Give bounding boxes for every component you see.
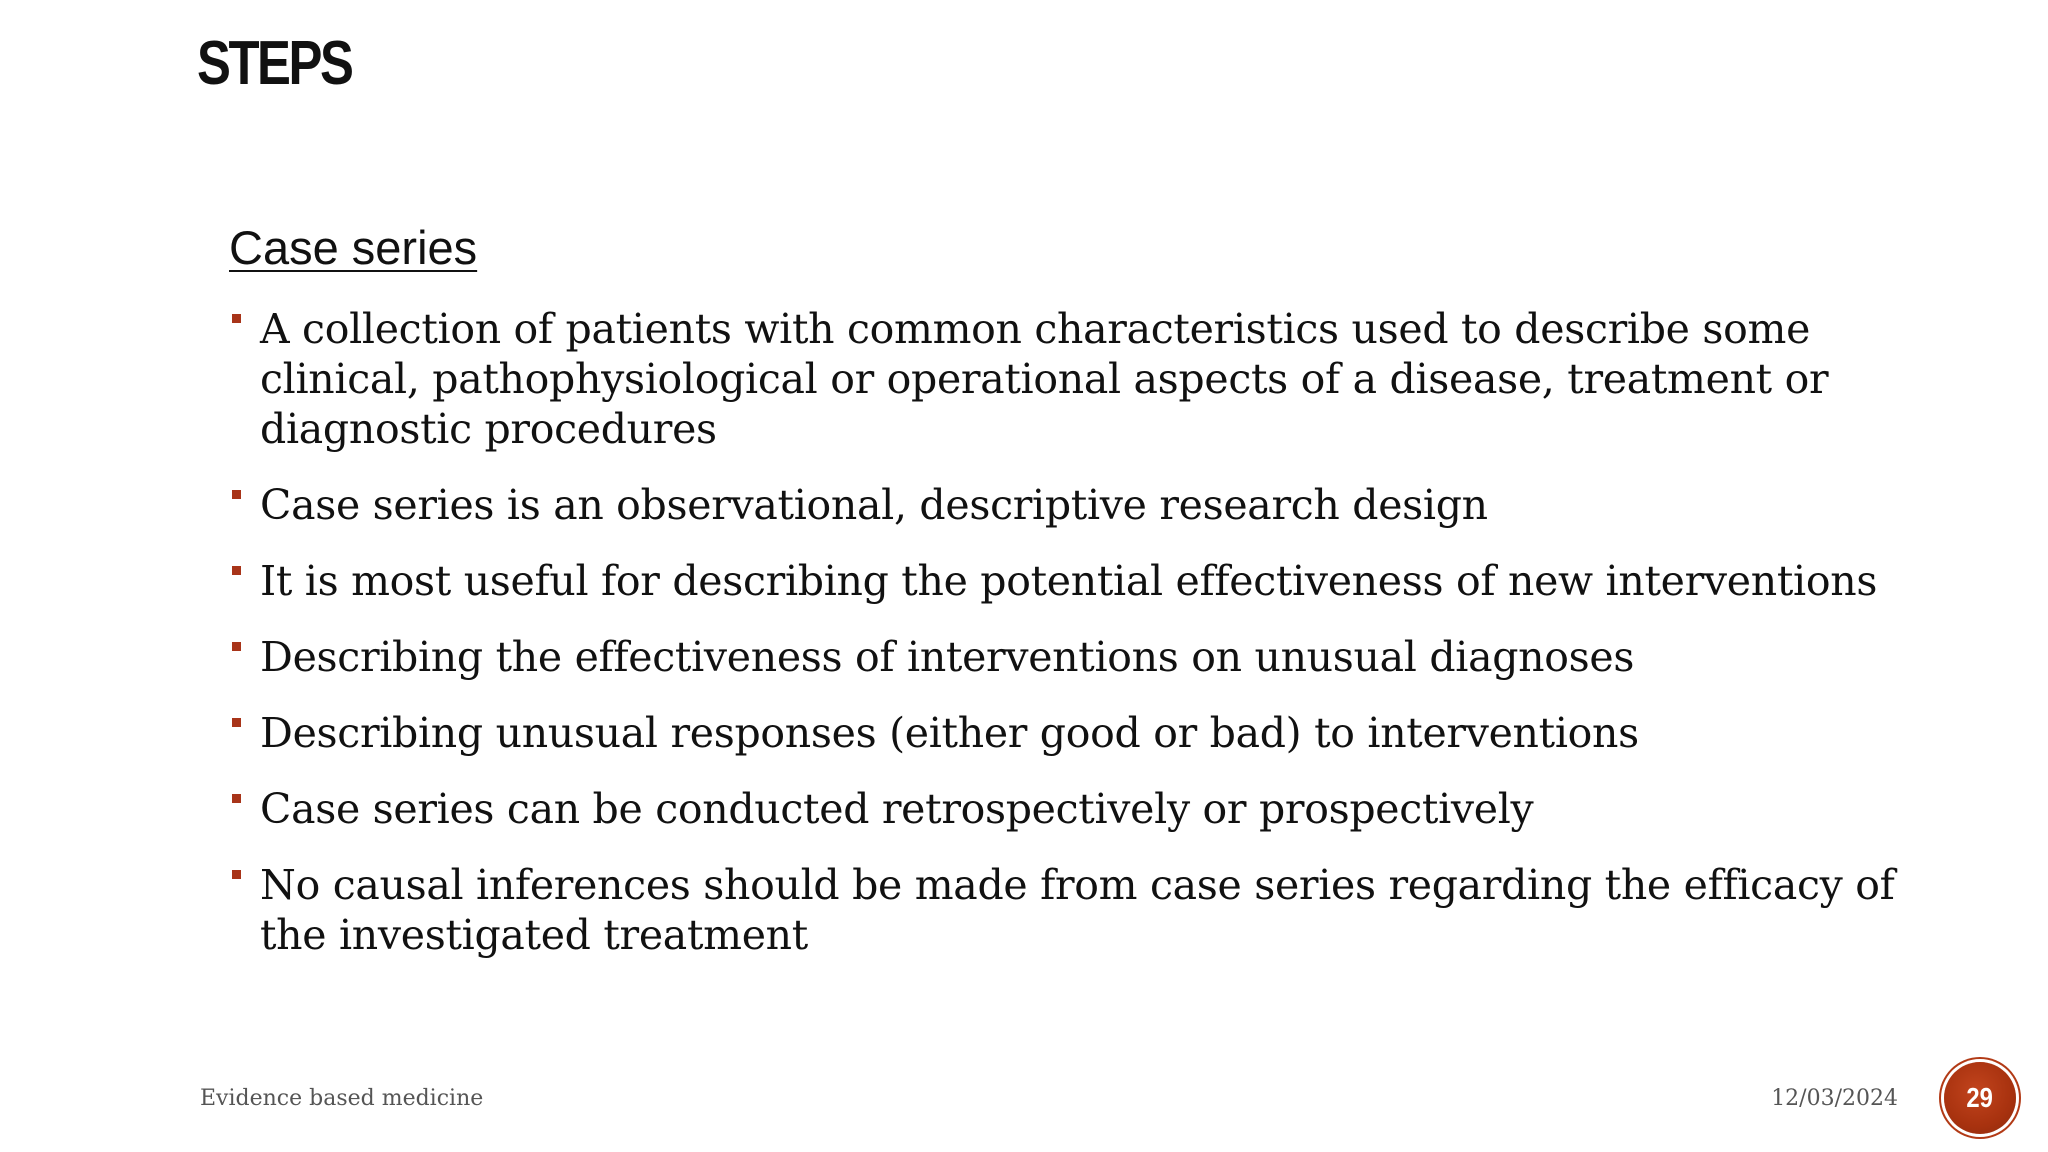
bullet-text: A collection of patients with common characteristics used to describe some clinical, pathophysiological or operational aspects of a disease, treatment or diagnostic procedures <box>260 304 1829 453</box>
square-bullet-icon <box>232 642 241 651</box>
square-bullet-icon <box>232 870 241 879</box>
bullet-text: Describing unusual responses (either good or bad) to interventions <box>260 708 1639 757</box>
bullet-item <box>229 632 1929 682</box>
bullet-item <box>229 784 1929 834</box>
bullet-item <box>229 708 1929 758</box>
bullet-text: Case series is an observational, descriptive research design <box>260 480 1488 529</box>
page-number: 29 <box>1966 1082 1994 1113</box>
footer-text: Evidence based medicine <box>200 1086 484 1111</box>
page-number-badge <box>1944 1062 2016 1134</box>
section-heading: Case series <box>229 221 478 274</box>
footer-date: 12/03/2024 <box>1771 1086 1898 1111</box>
slide-title: STEPS <box>197 29 352 98</box>
bullet-item <box>229 860 1929 960</box>
bullet-text: No causal inferences should be made from case series regarding the efficacy of the investigated treatment <box>260 860 1895 959</box>
square-bullet-icon <box>232 314 241 323</box>
bullet-text: It is most useful for describing the potential effectiveness of new interventions <box>260 556 1878 605</box>
bullet-list <box>229 304 1929 960</box>
square-bullet-icon <box>232 566 241 575</box>
square-bullet-icon <box>232 490 241 499</box>
bullet-text: Describing the effectiveness of interventions on unusual diagnoses <box>260 632 1635 681</box>
square-bullet-icon <box>232 718 241 727</box>
bullet-item <box>229 556 1929 606</box>
bullet-item <box>229 304 1929 454</box>
slide-content <box>229 222 1929 986</box>
square-bullet-icon <box>232 794 241 803</box>
bullet-item <box>229 480 1929 530</box>
bullet-text: Case series can be conducted retrospectively or prospectively <box>260 784 1534 833</box>
